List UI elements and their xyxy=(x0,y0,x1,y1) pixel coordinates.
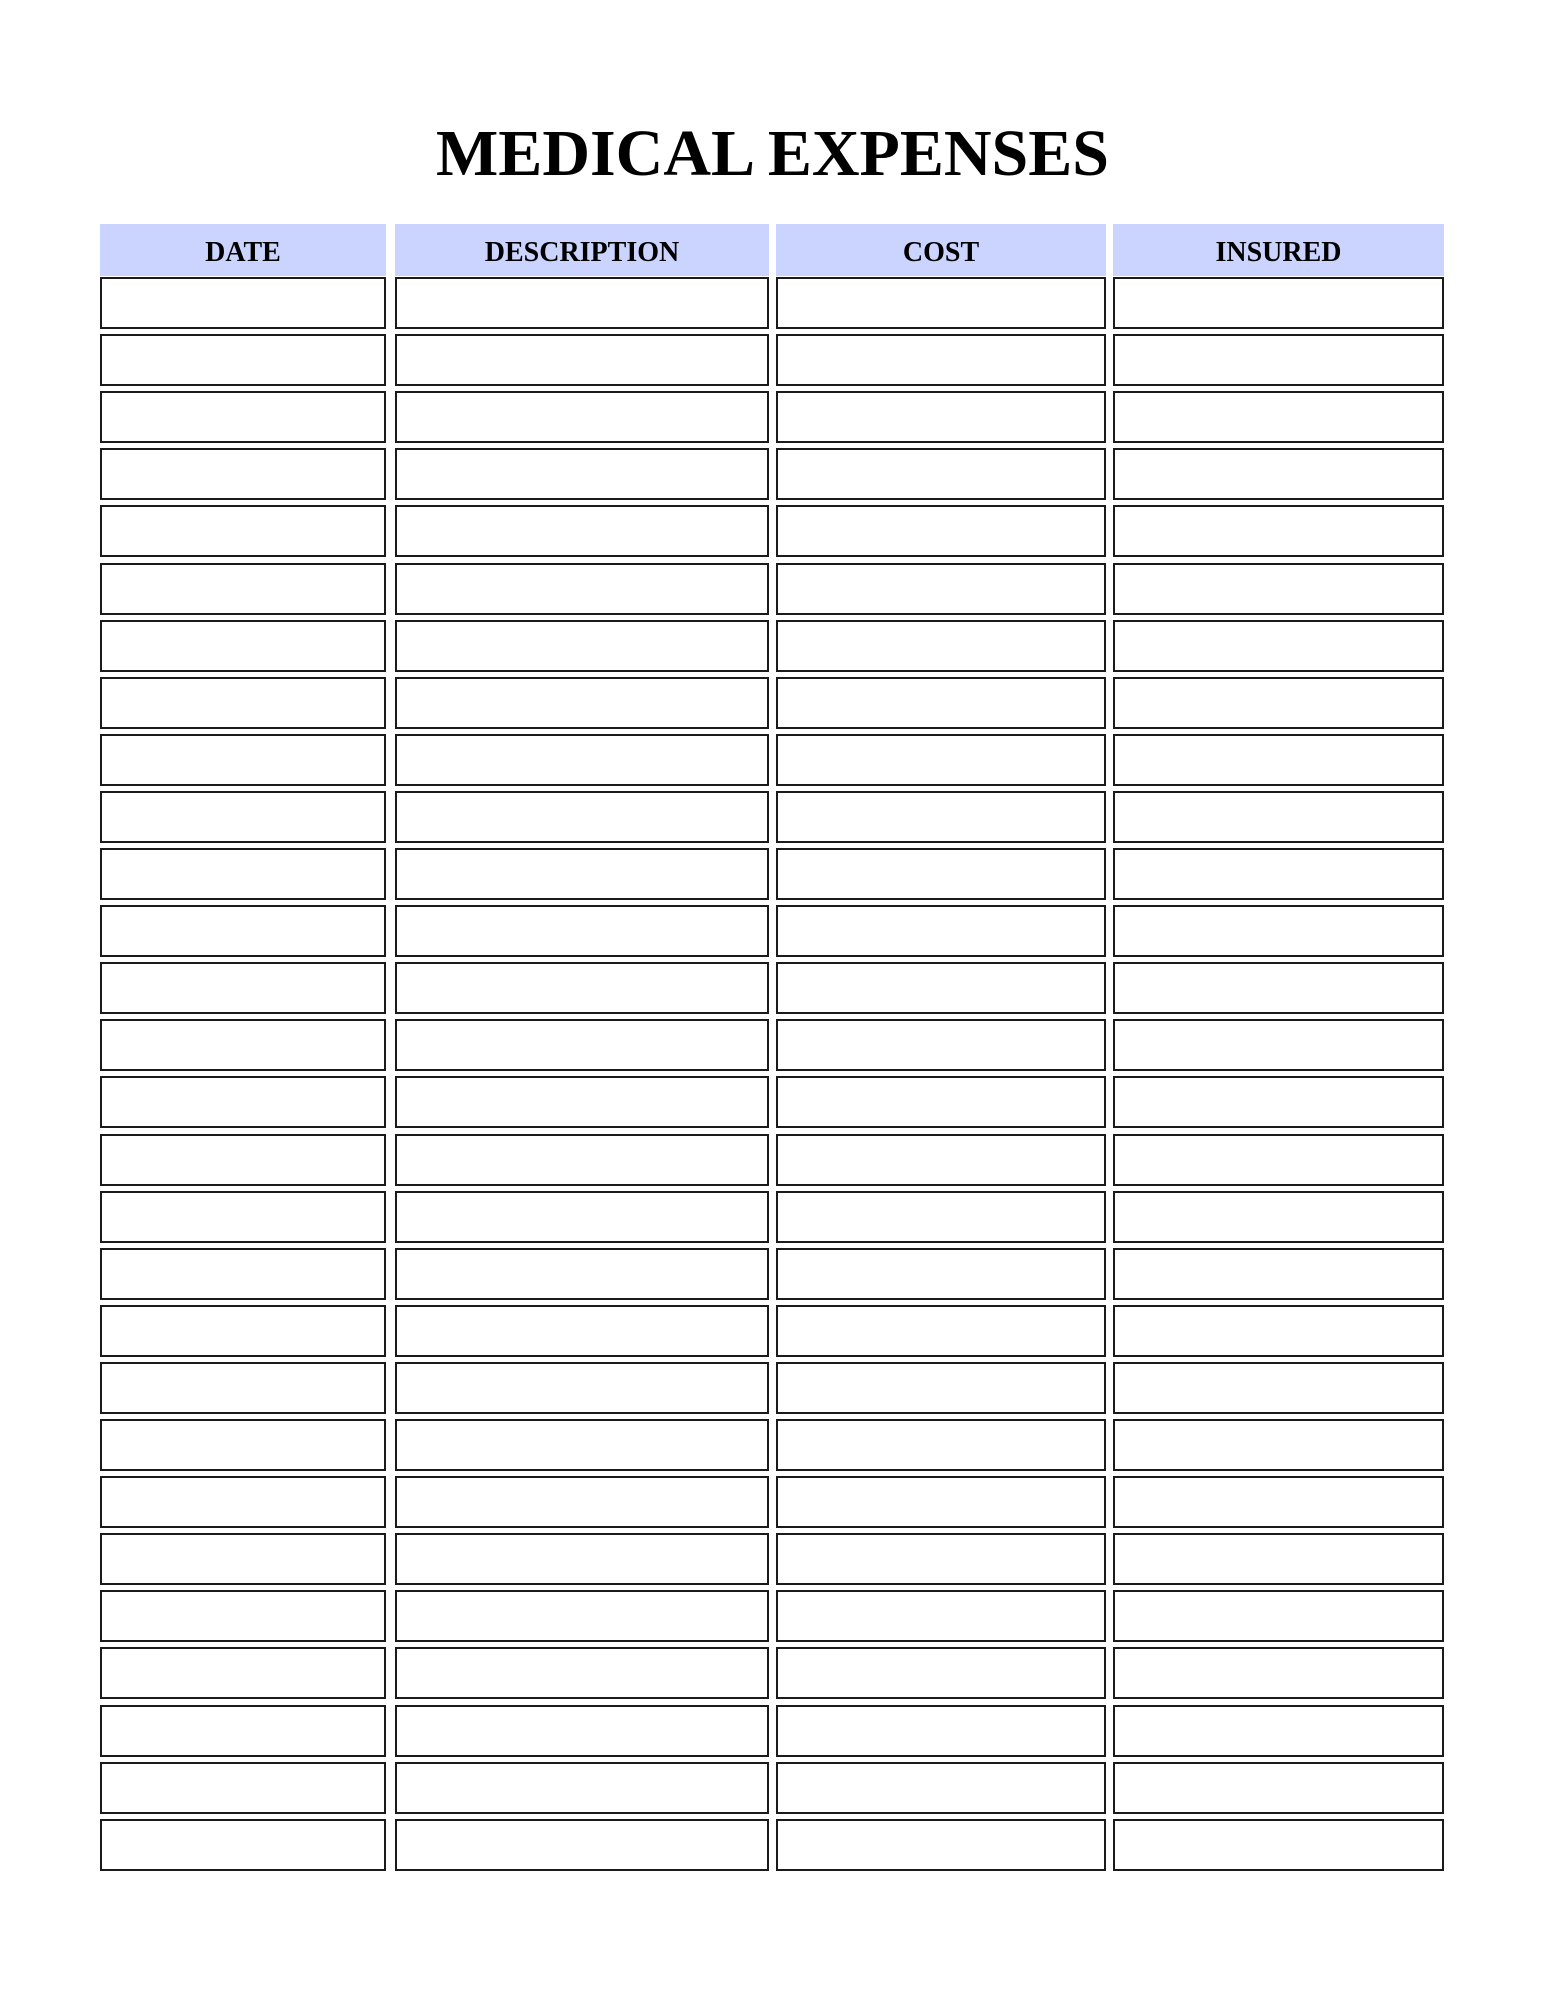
entry-cell-cost[interactable] xyxy=(776,1819,1106,1871)
entry-cell-cost[interactable] xyxy=(776,277,1106,329)
entry-cell-description[interactable] xyxy=(395,620,769,672)
entry-cell-description[interactable] xyxy=(395,1419,769,1471)
entry-cell-insured[interactable] xyxy=(1113,277,1444,329)
entry-cell-cost[interactable] xyxy=(776,791,1106,843)
entry-cell-description[interactable] xyxy=(395,1248,769,1300)
entry-cell-date[interactable] xyxy=(100,448,386,500)
entry-cell-insured[interactable] xyxy=(1113,1705,1444,1757)
entry-cell-date[interactable] xyxy=(100,1019,386,1071)
entry-cell-date[interactable] xyxy=(100,1362,386,1414)
entry-cell-cost[interactable] xyxy=(776,1362,1106,1414)
entry-cell-cost[interactable] xyxy=(776,620,1106,672)
entry-cell-cost[interactable] xyxy=(776,1191,1106,1243)
entry-cell-insured[interactable] xyxy=(1113,334,1444,386)
entry-cell-description[interactable] xyxy=(395,1705,769,1757)
entry-cell-description[interactable] xyxy=(395,734,769,786)
entry-cell-date[interactable] xyxy=(100,1305,386,1357)
column-header-insured: INSURED xyxy=(1113,224,1444,276)
entry-cell-insured[interactable] xyxy=(1113,1248,1444,1300)
entry-cell-insured[interactable] xyxy=(1113,1362,1444,1414)
entry-cell-date[interactable] xyxy=(100,677,386,729)
entry-cell-description[interactable] xyxy=(395,962,769,1014)
entry-cell-insured[interactable] xyxy=(1113,448,1444,500)
entry-cell-date[interactable] xyxy=(100,734,386,786)
entry-cell-insured[interactable] xyxy=(1113,905,1444,957)
entry-cell-date[interactable] xyxy=(100,1191,386,1243)
entry-cell-insured[interactable] xyxy=(1113,1762,1444,1814)
entry-cell-date[interactable] xyxy=(100,1819,386,1871)
entry-cell-cost[interactable] xyxy=(776,905,1106,957)
entry-cell-date[interactable] xyxy=(100,1134,386,1186)
entry-cell-insured[interactable] xyxy=(1113,677,1444,729)
entry-cell-cost[interactable] xyxy=(776,734,1106,786)
entry-cell-cost[interactable] xyxy=(776,334,1106,386)
entry-cell-cost[interactable] xyxy=(776,1076,1106,1128)
entry-cell-date[interactable] xyxy=(100,1647,386,1699)
column-header-cost: COST xyxy=(776,224,1106,276)
entry-cell-insured[interactable] xyxy=(1113,734,1444,786)
entry-cell-insured[interactable] xyxy=(1113,1076,1444,1128)
entry-cell-date[interactable] xyxy=(100,563,386,615)
entry-cell-cost[interactable] xyxy=(776,1533,1106,1585)
entry-cell-date[interactable] xyxy=(100,905,386,957)
entry-cell-insured[interactable] xyxy=(1113,848,1444,900)
entry-cell-description[interactable] xyxy=(395,1191,769,1243)
entry-cell-insured[interactable] xyxy=(1113,791,1444,843)
entry-cell-cost[interactable] xyxy=(776,1248,1106,1300)
entry-cell-description[interactable] xyxy=(395,1762,769,1814)
entry-cell-description[interactable] xyxy=(395,1362,769,1414)
entry-cell-insured[interactable] xyxy=(1113,505,1444,557)
entry-cell-date[interactable] xyxy=(100,620,386,672)
entry-cell-description[interactable] xyxy=(395,505,769,557)
entry-cell-description[interactable] xyxy=(395,563,769,615)
entry-cell-date[interactable] xyxy=(100,505,386,557)
entry-cell-description[interactable] xyxy=(395,391,769,443)
entry-cell-description[interactable] xyxy=(395,791,769,843)
entry-cell-description[interactable] xyxy=(395,1647,769,1699)
entry-cell-insured[interactable] xyxy=(1113,1819,1444,1871)
entry-cell-date[interactable] xyxy=(100,1705,386,1757)
entry-cell-date[interactable] xyxy=(100,848,386,900)
entry-cell-insured[interactable] xyxy=(1113,1533,1444,1585)
entry-cell-insured[interactable] xyxy=(1113,1019,1444,1071)
entry-cell-cost[interactable] xyxy=(776,1134,1106,1186)
entry-cell-date[interactable] xyxy=(100,1476,386,1528)
entry-cell-description[interactable] xyxy=(395,1590,769,1642)
entry-cell-insured[interactable] xyxy=(1113,962,1444,1014)
entry-cell-date[interactable] xyxy=(100,1533,386,1585)
entry-cell-description[interactable] xyxy=(395,1019,769,1071)
entry-cell-cost[interactable] xyxy=(776,1476,1106,1528)
entry-cell-date[interactable] xyxy=(100,391,386,443)
entry-cell-date[interactable] xyxy=(100,1419,386,1471)
entry-cell-insured[interactable] xyxy=(1113,1134,1444,1186)
entry-cell-insured[interactable] xyxy=(1113,1647,1444,1699)
entry-cell-insured[interactable] xyxy=(1113,563,1444,615)
entry-cell-insured[interactable] xyxy=(1113,1590,1444,1642)
entry-cell-insured[interactable] xyxy=(1113,1476,1444,1528)
entry-cell-cost[interactable] xyxy=(776,962,1106,1014)
entry-cell-date[interactable] xyxy=(100,1076,386,1128)
entry-cell-cost[interactable] xyxy=(776,1762,1106,1814)
page-title: MEDICAL EXPENSES xyxy=(436,117,1109,190)
entry-cell-cost[interactable] xyxy=(776,505,1106,557)
entry-cell-description[interactable] xyxy=(395,1476,769,1528)
entry-cell-description[interactable] xyxy=(395,1305,769,1357)
entry-cell-description[interactable] xyxy=(395,277,769,329)
entry-cell-cost[interactable] xyxy=(776,563,1106,615)
column-header-date: DATE xyxy=(100,224,386,276)
entry-cell-description[interactable] xyxy=(395,1134,769,1186)
entry-cell-insured[interactable] xyxy=(1113,1419,1444,1471)
entry-cell-cost[interactable] xyxy=(776,848,1106,900)
entry-cell-description[interactable] xyxy=(395,334,769,386)
entry-cell-date[interactable] xyxy=(100,791,386,843)
entry-cell-description[interactable] xyxy=(395,677,769,729)
entry-cell-date[interactable] xyxy=(100,277,386,329)
entry-cell-description[interactable] xyxy=(395,905,769,957)
entry-cell-description[interactable] xyxy=(395,1076,769,1128)
entry-cell-date[interactable] xyxy=(100,1590,386,1642)
entry-cell-cost[interactable] xyxy=(776,1419,1106,1471)
entry-cell-cost[interactable] xyxy=(776,1305,1106,1357)
entry-cell-insured[interactable] xyxy=(1113,391,1444,443)
entry-cell-description[interactable] xyxy=(395,1819,769,1871)
entry-cell-description[interactable] xyxy=(395,848,769,900)
entry-cell-description[interactable] xyxy=(395,1533,769,1585)
entry-cell-insured[interactable] xyxy=(1113,1305,1444,1357)
entry-cell-date[interactable] xyxy=(100,1762,386,1814)
entry-cell-insured[interactable] xyxy=(1113,620,1444,672)
entry-cell-date[interactable] xyxy=(100,334,386,386)
entry-cell-insured[interactable] xyxy=(1113,1191,1444,1243)
entry-cell-cost[interactable] xyxy=(776,448,1106,500)
entry-cell-cost[interactable] xyxy=(776,1647,1106,1699)
entry-cell-cost[interactable] xyxy=(776,1705,1106,1757)
entry-cell-cost[interactable] xyxy=(776,1590,1106,1642)
entry-cell-date[interactable] xyxy=(100,1248,386,1300)
entry-cell-cost[interactable] xyxy=(776,1019,1106,1071)
entry-cell-cost[interactable] xyxy=(776,677,1106,729)
entry-cell-description[interactable] xyxy=(395,448,769,500)
entry-cell-cost[interactable] xyxy=(776,391,1106,443)
entry-cell-date[interactable] xyxy=(100,962,386,1014)
column-header-description: DESCRIPTION xyxy=(395,224,769,276)
